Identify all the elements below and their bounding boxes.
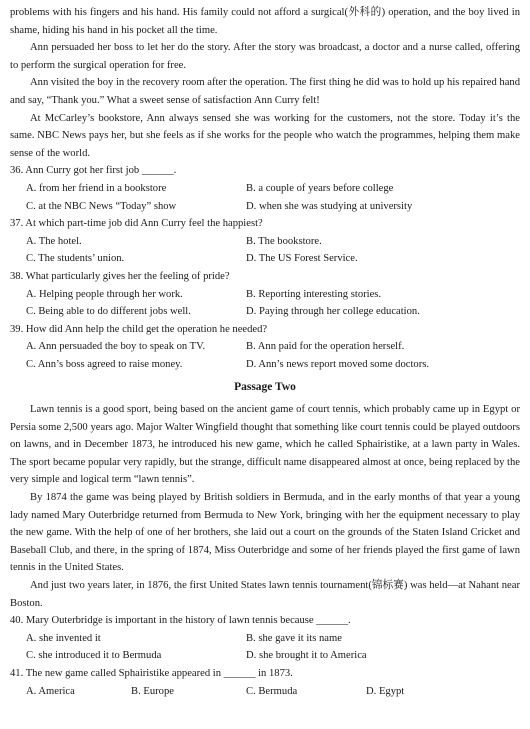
option-a[interactable]: A. Helping people through her work. <box>26 288 183 300</box>
option-d[interactable]: D. Ann’s news report moved some doctors. <box>246 358 430 370</box>
option-d[interactable]: D. when she was studying at university <box>246 200 413 212</box>
option-b[interactable]: B. Ann paid for the operation herself. <box>246 341 405 353</box>
question-36 <box>10 162 520 215</box>
option-b[interactable]: B. she gave it its name <box>246 632 342 644</box>
option-b[interactable]: B. a couple of years before college <box>246 182 394 194</box>
question-40 <box>10 612 520 665</box>
question-stem: 38. What particularly gives her the feeling of pride? <box>10 270 230 282</box>
option-d[interactable]: D. The US Forest Service. <box>246 253 358 265</box>
option-a[interactable]: A. from her friend in a bookstore <box>26 182 167 194</box>
question-38 <box>10 268 520 321</box>
paragraph: Lawn tennis is a good sport, being based on the ancient game of court tennis, which probably came up in Egypt or Persia some 2,500 years ago. Major Walter Wingfield thought that something like court tennis could be played outdoors on lawns, and in December 1873, he introduced his new game, which he called Sphairistike, at a lawn party in Wales. The sport became popular very rapidly, but the strange, difficult name disappeared almost at once, being replaced by the very simple and logical term “lawn tennis”. <box>10 404 520 486</box>
option-a[interactable]: A. Ann persuaded the boy to speak on TV. <box>26 341 206 353</box>
paragraph: And just two years later, in 1876, the first United States lawn tennis tournament(锦标赛) was held—at Nahant near Boston. <box>10 580 520 609</box>
question-39 <box>10 321 520 374</box>
question-41 <box>10 665 520 700</box>
question-stem: 41. The new game called Sphairistike appeared in ______ in 1873. <box>10 667 293 679</box>
question-37 <box>10 215 520 268</box>
paragraph: At McCarley’s bookstore, Ann always sensed she was working for the customers, not the store. Today it’s the same. NBC News pays her, but she feels as if she works for the people who watch the programmes, helping them make sense of the world. <box>10 112 520 159</box>
option-c[interactable]: C. The students’ union. <box>26 253 125 265</box>
option-d[interactable]: D. she brought it to America <box>246 650 367 662</box>
question-stem: 36. Ann Curry got her first job ______. <box>10 165 177 177</box>
paragraph: problems with his fingers and his hand. His family could not afford a surgical(外科的) operation, and the boy lived in shame, hiding his hand in his pocket all the time. <box>10 7 520 36</box>
passage-title: Passage Two <box>234 381 296 394</box>
option-c[interactable]: C. she introduced it to Bermuda <box>26 650 162 662</box>
option-a[interactable]: A. America <box>26 685 75 697</box>
paragraph: Ann persuaded her boss to let her do the story. After the story was broadcast, a doctor and a nurse called, offering to perform the surgical operation for free. <box>10 42 520 71</box>
option-b[interactable]: B. Europe <box>131 685 174 697</box>
option-c[interactable]: C. Bermuda <box>246 685 298 697</box>
option-c[interactable]: C. Being able to do different jobs well. <box>26 306 191 318</box>
option-b[interactable]: B. The bookstore. <box>246 235 322 247</box>
option-c[interactable]: C. at the NBC News “Today” show <box>26 200 177 212</box>
question-stem: 39. How did Ann help the child get the operation he needed? <box>10 323 268 335</box>
option-a[interactable]: A. The hotel. <box>26 235 82 247</box>
question-stem: 37. At which part-time job did Ann Curry feel the happiest? <box>10 218 263 230</box>
option-d[interactable]: D. Paying through her college education. <box>246 306 420 318</box>
paragraph: Ann visited the boy in the recovery room after the operation. The first thing he did was to hold up his repaired hand and say, “Thank you.” What a sweet sense of satisfaction Ann Curry felt! <box>10 77 520 106</box>
question-stem: 40. Mary Outerbridge is important in the history of lawn tennis because ______. <box>10 615 351 627</box>
paragraph: By 1874 the game was being played by British soldiers in Bermuda, and in the early months of that year a young lady named Mary Outerbridge returned from Bermuda to New York, bringing with her the equipment necessary to play the new game. With the help of one of her brothers, she laid out a court on the grounds of the Staten Island Cricket and Baseball Club, and there, in the spring of 1874, Miss Outerbridge and some of her friends played the first game of lawn tennis in the United States. <box>10 492 520 574</box>
exam-page <box>10 0 520 700</box>
option-c[interactable]: C. Ann’s boss agreed to raise money. <box>26 358 183 370</box>
option-a[interactable]: A. she invented it <box>26 632 101 644</box>
option-d[interactable]: D. Egypt <box>366 685 405 697</box>
option-b[interactable]: B. Reporting interesting stories. <box>246 288 382 300</box>
